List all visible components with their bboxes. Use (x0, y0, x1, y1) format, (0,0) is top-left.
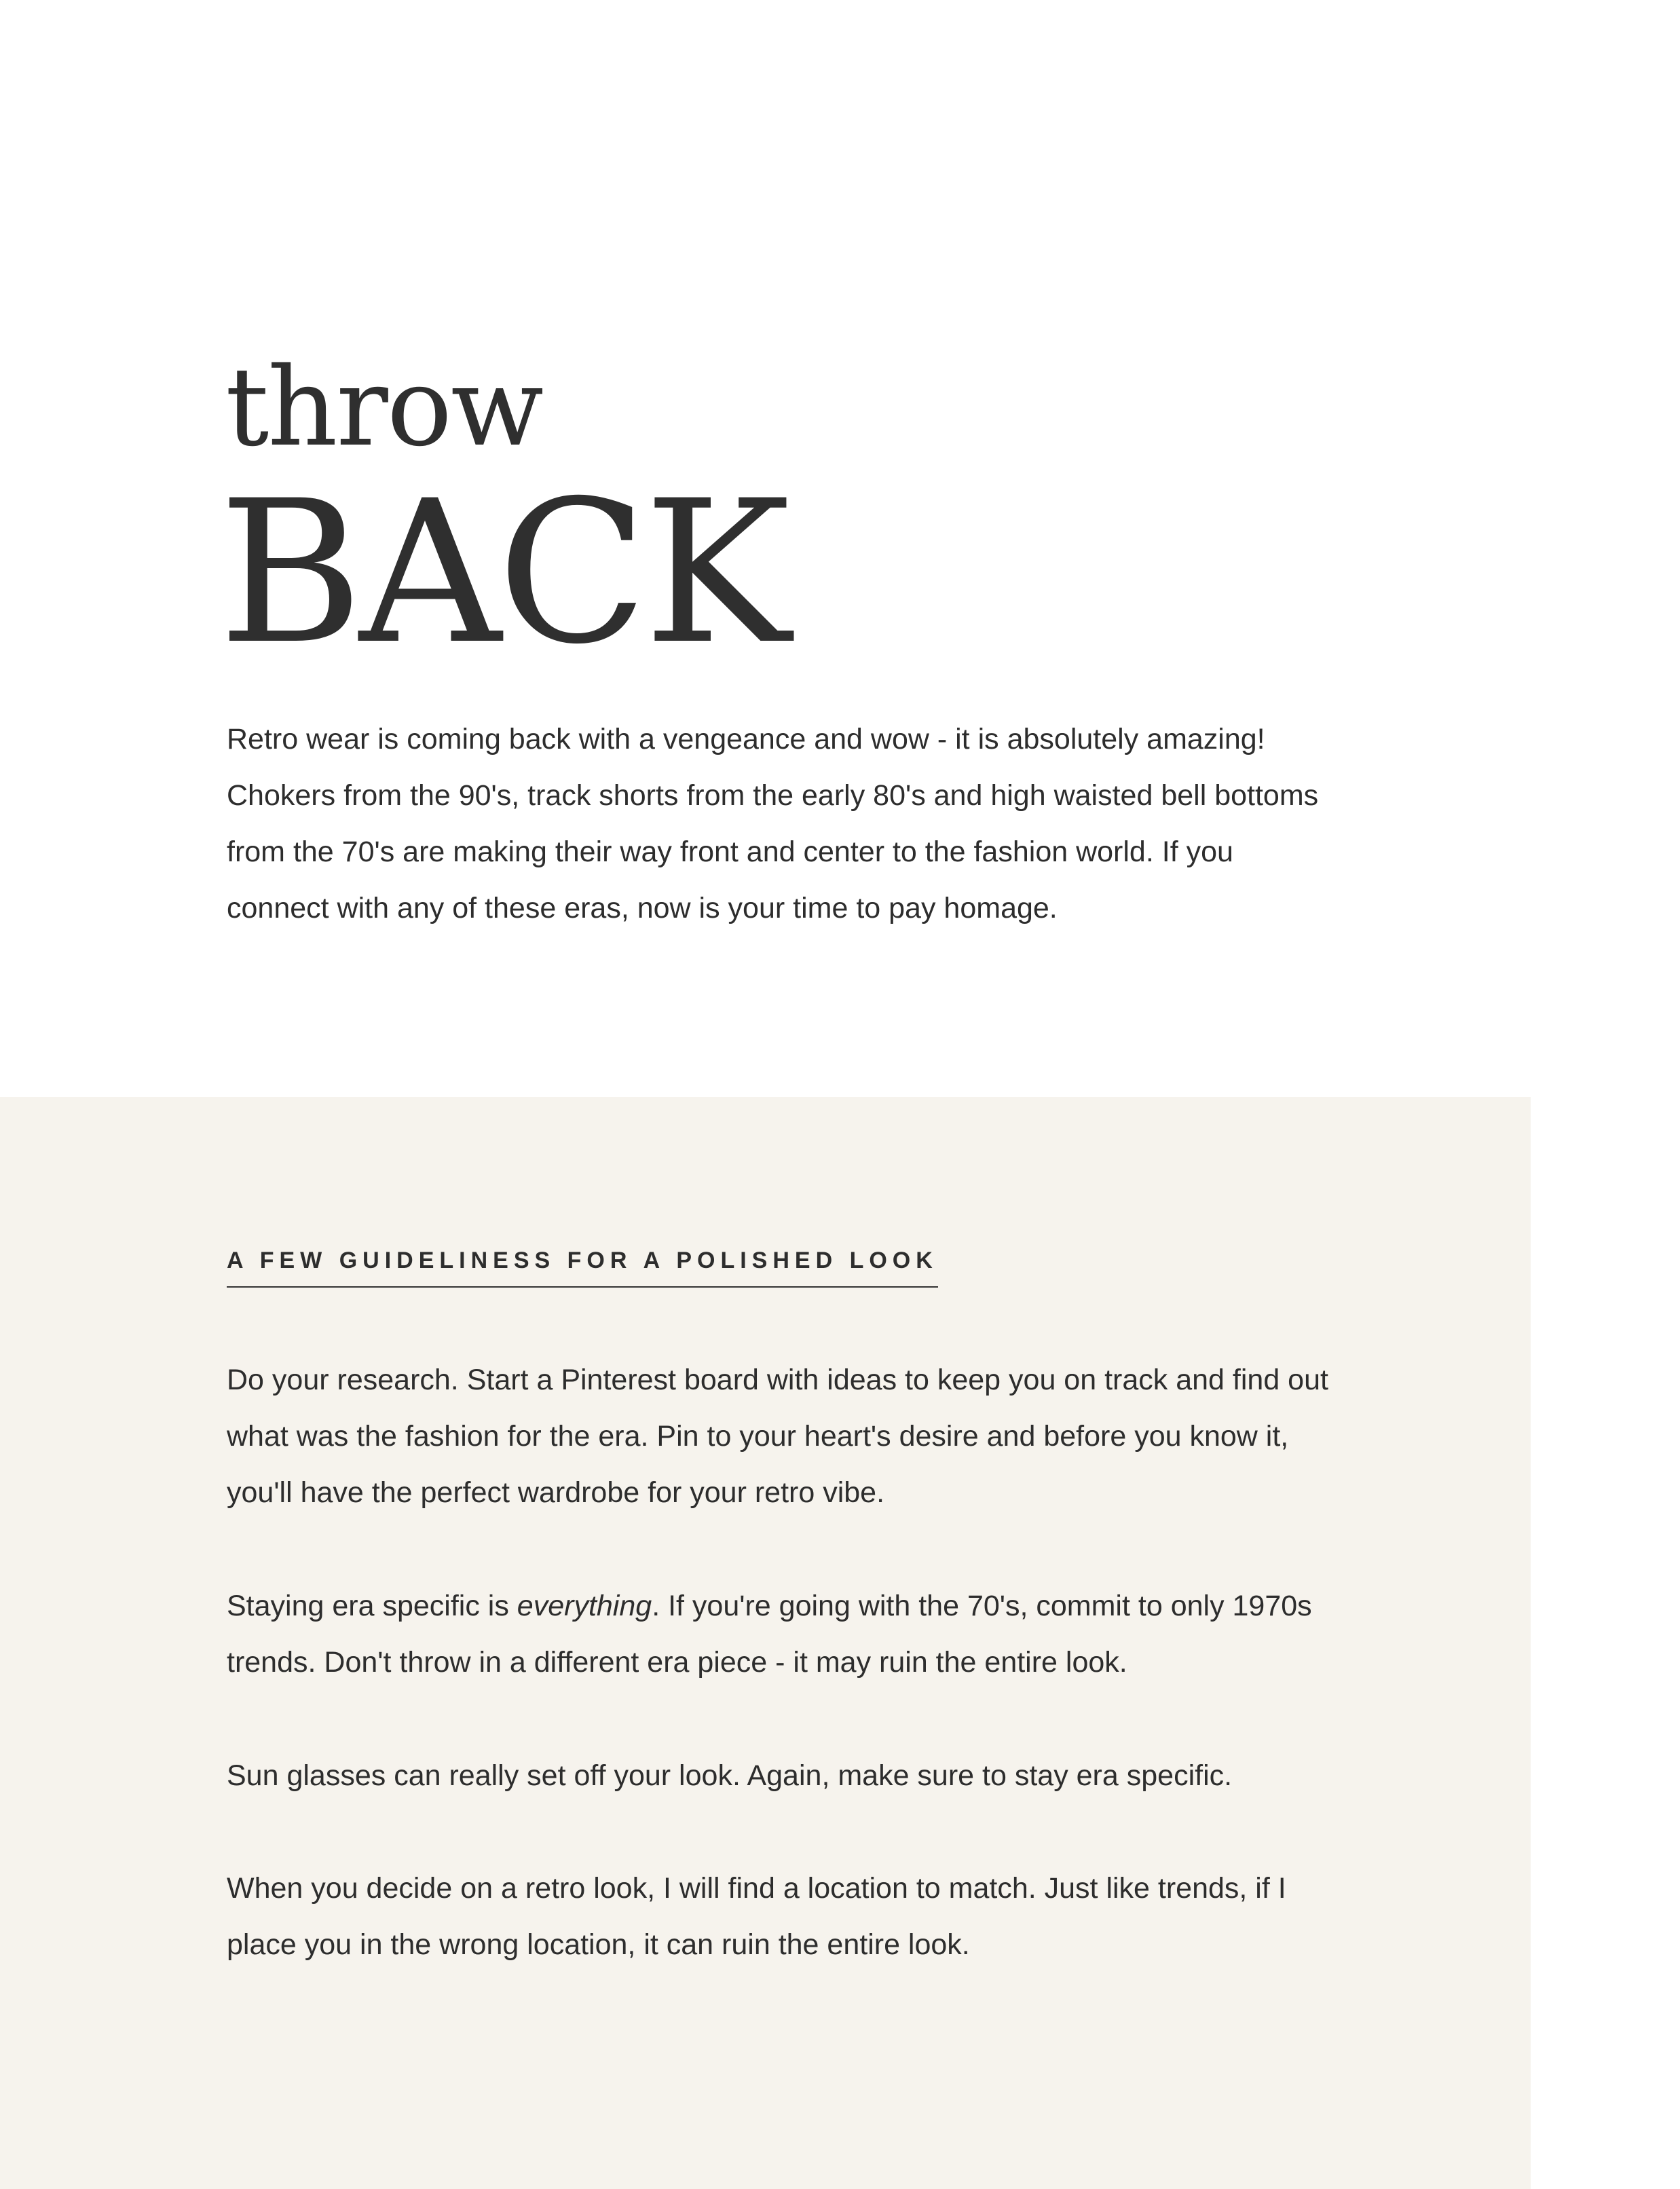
guideline-era-specific-emphasis: everything (517, 1590, 652, 1622)
intro-paragraph: Retro wear is coming back with a vengeance and wow - it is absolutely amazing! Chokers from the 90's, track shorts from the early 80's and high waisted bell bottoms from the 70's are making their way front and center to the fashion world. If you connect with any of these eras, now is your time to pay homage. (227, 723, 1319, 924)
guidelines-heading: A FEW GUIDELINESS FOR A POLISHED LOOK (227, 1248, 938, 1288)
guideline-era-specific-end: . If you're going with the 70's, commit to only 1970s trends. Don't throw in a different era piece - it may ruin the entire look. (227, 1590, 1312, 1679)
guideline-sunglasses: Sun glasses can really set off your look. Again, make sure to stay era specific. (227, 1759, 1233, 1792)
hero-title-back: BACK (219, 459, 787, 688)
guideline-location: When you decide on a retro look, I will find a location to match. Just like trends, if I place you in the wrong location, it can ruin the entire look. (227, 1872, 1286, 1961)
guideline-era-specific-start: Staying era specific is (227, 1590, 517, 1622)
hero-title-throw: throw (225, 343, 543, 470)
guideline-era-specific (227, 1578, 1340, 1691)
guideline-research: Do your research. Start a Pinterest board with ideas to keep you on track and find out what was the fashion for the era. Pin to your heart's desire and before you know it, you'll have the perfect wardrobe for your retro vibe. (227, 1364, 1328, 1509)
